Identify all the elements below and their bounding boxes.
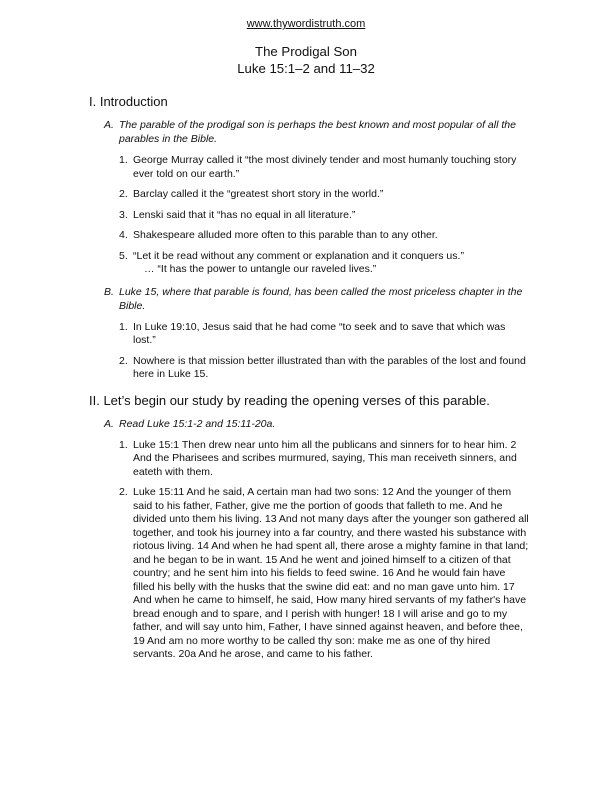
item-text: Luke 15:11 And he said, A certain man had two sons: 12 And the younger of them said to his father, Father, give me the portion of goods that falleth to me. And he divided unto them his living. 13 And not many days after the younger son gathered all together, and took his journey into a far country, and there wasted his substance with riotous living. 14 And when he had spent all, there arose a mighty famine in that land; and he began to be in want. 15 And he went and joined himself to a citizen of that country; and he sent him into his fields to feed swine. 16 And he would fain have filled his belly with the husks that the swine did eat: and no man gave unto him. 17 And when he came to himself, he said, How many hired servants of my father's have bread enough and to spare, and I perish with hunger! 18 I will arise and go to my father, and will say unto him, Father, I have sinned against heaven, and before thee, 19 And am no more worthy to be called thy son: make me as one of thy hired servants. 20a And he arose, and came to his father. [133, 486, 529, 660]
item-text: In Luke 19:10, Jesus said that he had come “to seek and to save that which was lost.” [133, 320, 506, 346]
item-text: George Murray called it “the most divinely tender and most humanly touching story ever told on our earth.” [133, 154, 517, 180]
subpoint [89, 417, 529, 431]
item-number: 2. [119, 188, 128, 200]
subpoint-text: The parable of the prodigal son is perhaps the best known and most popular of all the parables in the Bible. [119, 119, 516, 145]
subpoint-letter: A. [104, 417, 114, 430]
document-title: The Prodigal Son [255, 44, 357, 59]
item-text: Lenski said that it “has no equal in all literature.” [133, 208, 356, 221]
list-item [89, 439, 529, 480]
list-item [89, 250, 529, 277]
item-text: Barclay called it the “greatest short story in the world.” [133, 188, 384, 200]
section-heading: I. Introduction [89, 94, 168, 109]
subpoint-text: Luke 15, where that parable is found, has been called the most priceless chapter in the Bible. [119, 285, 523, 312]
list-item [89, 321, 529, 348]
item-number: 1. [119, 154, 128, 166]
item-number: 3. [119, 208, 128, 221]
subpoint-letter: A. [104, 119, 114, 131]
subpoint-text: Read Luke 15:1-2 and 15:11-20a. [119, 417, 276, 430]
list-item [89, 229, 529, 243]
item-text: “Let it be read without any comment or explanation and it conquers us.” [133, 249, 464, 262]
item-text: Nowhere is that mission better illustrated than with the parables of the lost and found here in Luke 15. [133, 354, 526, 380]
section-heading: II. Let’s begin our study by reading the opening verses of this parable. [89, 392, 490, 408]
list-item [89, 209, 529, 223]
item-text: Shakespeare alluded more often to this parable than to any other. [133, 229, 438, 241]
subpoint [89, 118, 529, 146]
subpoint-letter: B. [104, 285, 114, 298]
point-list [89, 154, 529, 277]
item-number: 2. [119, 486, 128, 498]
item-number: 4. [119, 229, 128, 241]
item-continuation: … “It has the power to untangle our raveled lives.” [144, 263, 377, 275]
point-list [89, 439, 529, 662]
item-number: 1. [119, 438, 128, 451]
site-link[interactable]: www.thywordistruth.com [246, 18, 366, 30]
subpoint [89, 285, 529, 313]
list-item [89, 154, 529, 181]
item-number: 5. [119, 249, 128, 262]
list-item [89, 355, 529, 382]
item-number: 2. [119, 354, 128, 367]
list-item [89, 486, 529, 662]
outline-body [89, 94, 529, 670]
item-number: 1. [119, 320, 128, 333]
list-item [89, 188, 529, 202]
item-text: Luke 15:1 Then drew near unto him all the publicans and sinners for to hear him. 2 And the Pharisees and scribes murmured, saying, This man receiveth sinners, and eateth with them. [133, 438, 517, 478]
point-list [89, 321, 529, 382]
scripture-reference: Luke 15:1–2 and 11–32 [237, 61, 375, 76]
